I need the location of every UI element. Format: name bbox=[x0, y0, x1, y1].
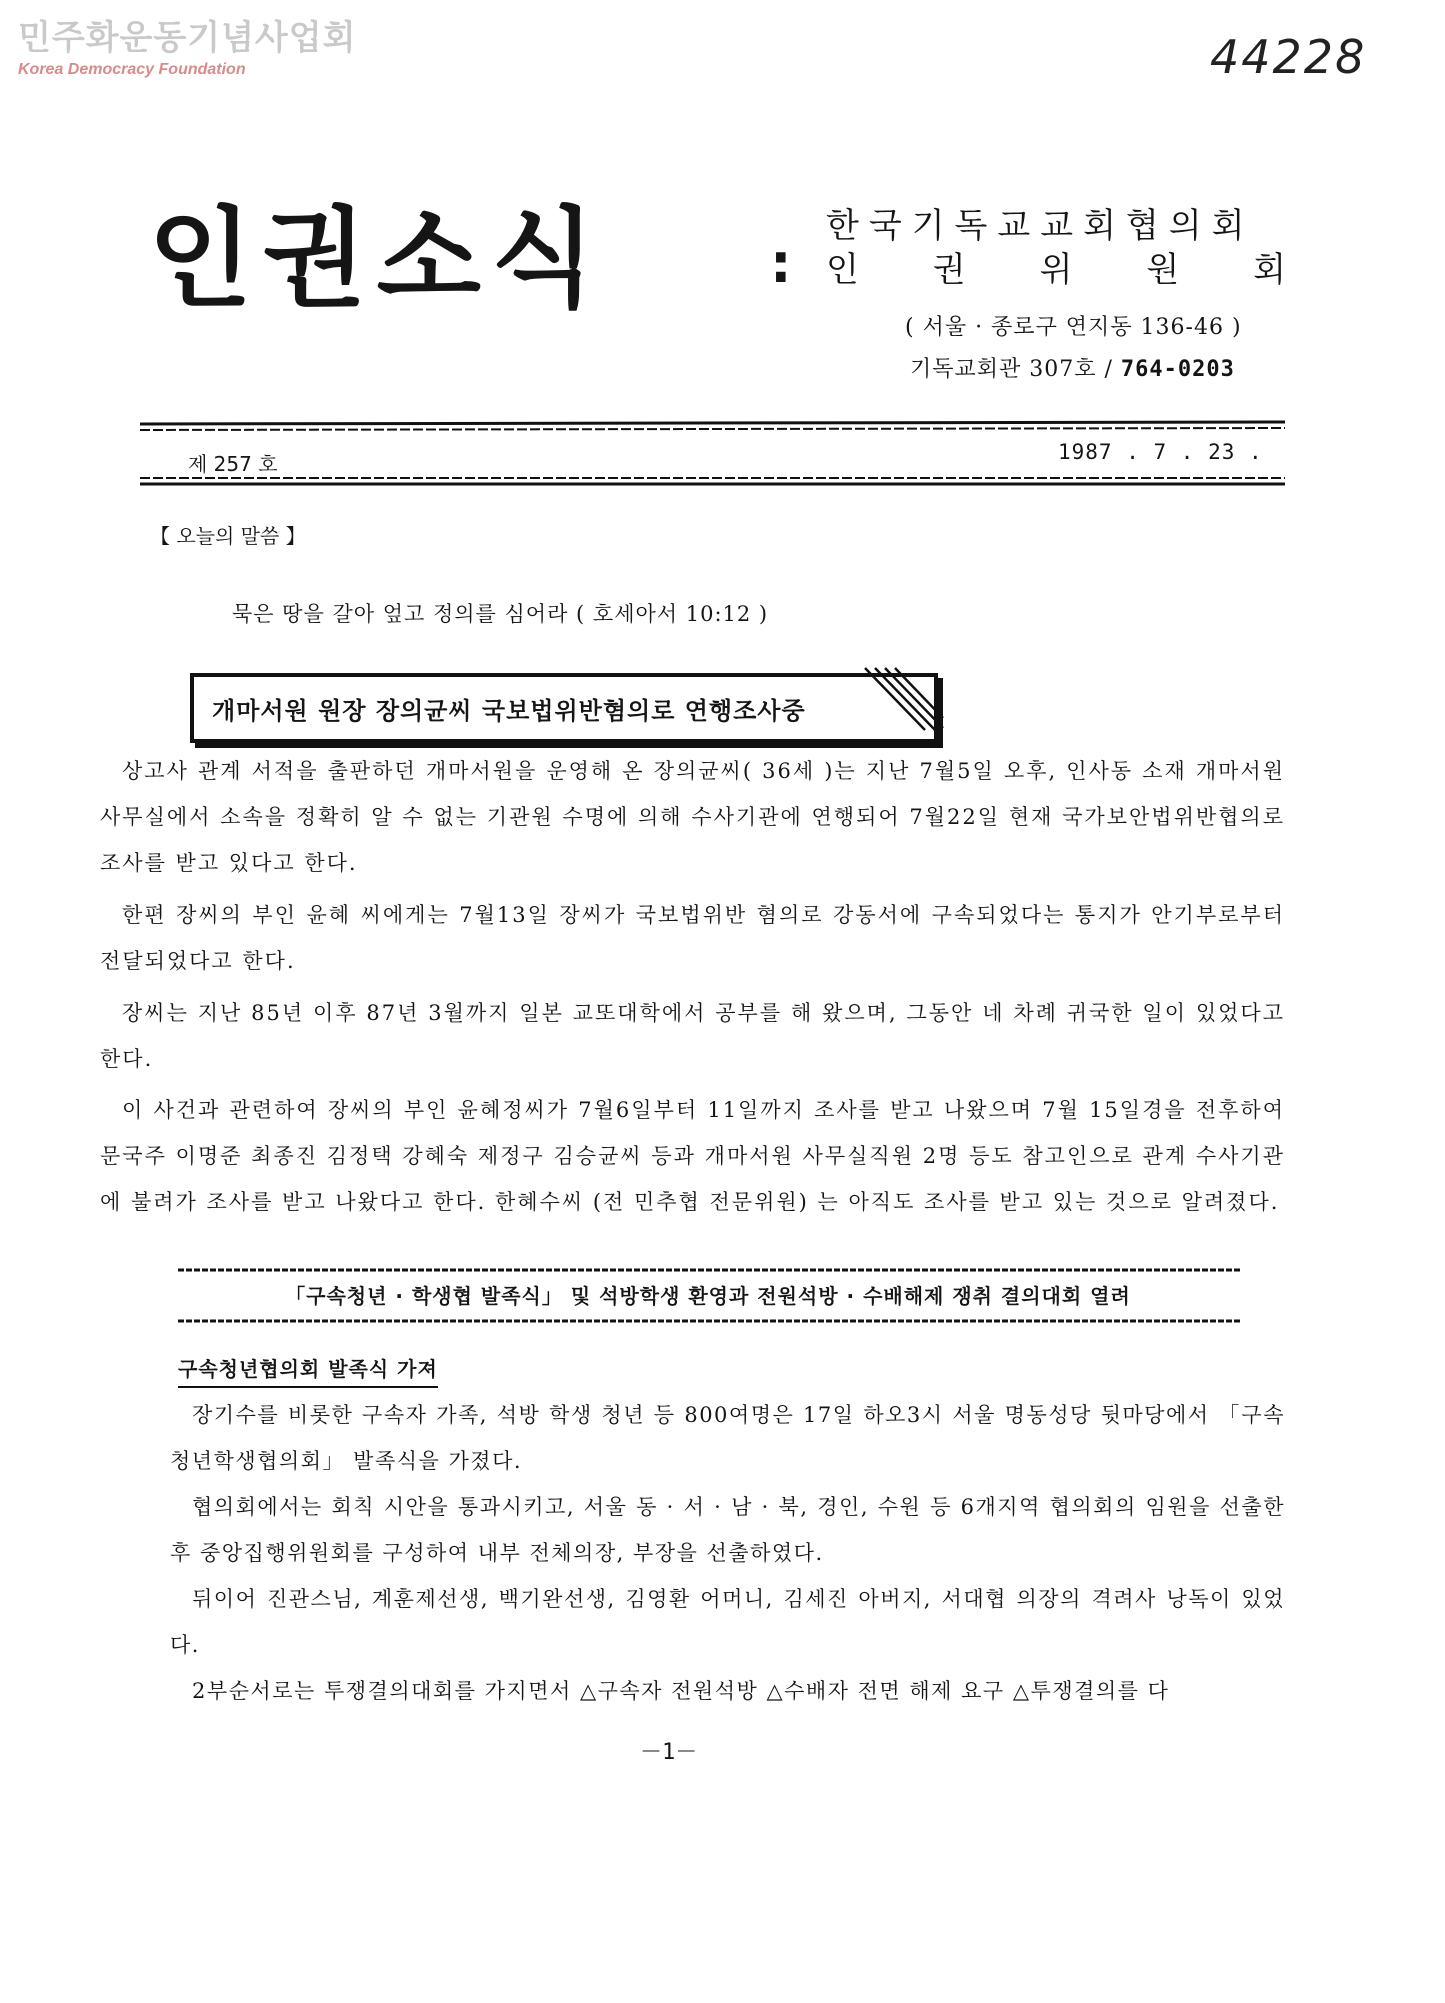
masthead-colon: : bbox=[770, 232, 792, 295]
phone-number: 764-0203 bbox=[1120, 357, 1235, 382]
committee-name bbox=[826, 249, 1286, 291]
article2-paragraph: 2부순서로는 투쟁결의대회를 가지면서 △구속자 전원석방 △수배자 전면 해제 요구 △투쟁결의를 다 bbox=[192, 1679, 1170, 1703]
issue-number: 제 257 호 bbox=[188, 452, 278, 476]
watermark bbox=[18, 18, 356, 80]
rule-top bbox=[140, 420, 1285, 434]
organization-name: 한국기독교교회협의회 bbox=[826, 206, 1255, 246]
article1-headline-box bbox=[190, 673, 938, 743]
rule-bottom bbox=[140, 474, 1285, 488]
page-number: －1－ bbox=[640, 1740, 698, 1765]
address: ( 서울 · 종로구 연지동 136-46 ) bbox=[905, 315, 1242, 340]
article1-paragraph: 상고사 관계 서적을 출판하던 개마서원을 운영해 온 장의균씨( 36세 )는 지난 7월5일 오후, 인사동 소재 개마서원 사무실에서 소속을 정확히 알 수 없는 기관원 수명에 의해 수사기관에 연행되어 7월22일 현재 국가보안법위반협의로 조사를 받고 있다고 한다. bbox=[100, 759, 1285, 875]
committee-char: 원 bbox=[1146, 250, 1180, 290]
headline-stripes-decoration bbox=[855, 660, 945, 740]
article2-paragraph: 장기수를 비롯한 구속자 가족, 석방 학생 청년 등 800여명은 17일 하오3시 서울 명동성당 뒷마당에서 「구속청년학생협의회」 발족식을 가졌다. bbox=[170, 1403, 1285, 1473]
band-rule-bottom bbox=[178, 1316, 1240, 1326]
article1-paragraph: 한편 장씨의 부인 윤혜 씨에게는 7월13일 장씨가 국보법위반 혐의로 강동서에 구속되었다는 통지가 안기부로부터 전달되었다고 한다. bbox=[100, 903, 1285, 973]
bible-verse: 묵은 땅을 갈아 엎고 정의를 심어라 ( 호세아서 10:12 ) bbox=[232, 602, 769, 626]
office: 기독교회관 307호 / bbox=[910, 357, 1113, 382]
article1-paragraph: 이 사건과 관련하여 장씨의 부인 윤혜정씨가 7월6일부터 11일까지 조사를 받고 나왔으며 7월 15일경을 전후하여 문국주 이명준 최종진 김정택 강혜숙 제정구 김승균씨 등과 개마서원 사무실직원 2명 등도 참고인으로 관계 수사기관에 불려가 조사를 받고 나왔다고 한다. 한혜수씨 (전 민추협 전문위원) 는 아직도 조사를 받고 있는 것으로 알려졌다. bbox=[100, 1098, 1285, 1214]
masthead-title: 인권소식 bbox=[148, 197, 606, 322]
article2-headline: 「구속청년 · 학생협 발족식」 및 석방학생 환영과 전원석방 · 수배해제 쟁취 결의대회 열려 bbox=[285, 1284, 1131, 1308]
committee-char: 인 bbox=[826, 250, 859, 290]
issue-date: 1987 . 7 . 23 . bbox=[1058, 440, 1263, 464]
band-rule-top bbox=[178, 1265, 1240, 1275]
article2-paragraph: 협의회에서는 회칙 시안을 통과시키고, 서울 동 · 서 · 남 · 북, 경인, 수원 등 6개지역 협의회의 임원을 선출한 후 중앙집행위원회를 구성하여 내부 전체의장, 부장을 선출하였다. bbox=[170, 1495, 1285, 1565]
office-and-phone bbox=[910, 352, 1235, 383]
article2-paragraph: 뒤이어 진관스님, 계훈제선생, 백기완선생, 김영환 어머니, 김세진 아버지, 서대협 의장의 격려사 낭독이 있었다. bbox=[170, 1587, 1285, 1657]
handwritten-document-number: 44228 bbox=[1210, 30, 1367, 84]
watermark-korean: 민주화운동기념사업회 bbox=[18, 18, 357, 58]
committee-char: 위 bbox=[1039, 250, 1073, 290]
committee-char: 권 bbox=[932, 250, 966, 290]
today-word-label: 【 오늘의 말씀 】 bbox=[150, 524, 306, 548]
committee-char: 회 bbox=[1253, 250, 1286, 290]
article1-paragraph: 장씨는 지난 85년 이후 87년 3월까지 일본 교또대학에서 공부를 해 왔으며, 그동안 네 차례 귀국한 일이 있었다고 한다. bbox=[100, 1001, 1285, 1071]
article1-headline: 개마서원 원장 장의균씨 국보법위반혐의로 연행조사중 bbox=[212, 697, 806, 725]
watermark-english: Korea Democracy Foundation bbox=[18, 61, 246, 78]
article2-subheading: 구속청년협의회 발족식 가져 bbox=[178, 1353, 438, 1388]
